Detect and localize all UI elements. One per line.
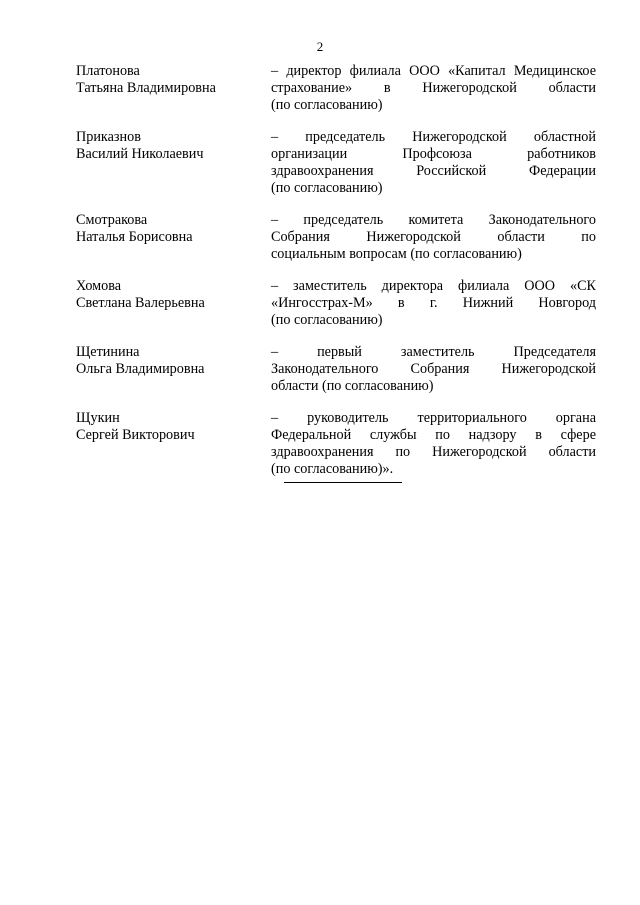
member-given-name: Василий Николаевич [76, 146, 204, 162]
member-role-line: здравоохранения Российской Федерации [271, 163, 596, 179]
member-name [76, 129, 271, 197]
member-role [271, 129, 596, 197]
member-role-line: Законодательного Собрания Нижегородской [271, 361, 596, 377]
member-surname: Приказнов [76, 129, 141, 145]
member-role-line: страхование» в Нижегородской области [271, 80, 596, 96]
member-role-line: здравоохранения по Нижегородской области [271, 444, 596, 460]
member-given-name: Наталья Борисовна [76, 229, 193, 245]
member-role-line: (по согласованию) [271, 97, 383, 113]
member-role-line: – руководитель территориального органа [271, 410, 596, 426]
member-surname: Щукин [76, 410, 120, 426]
member-role-line: – первый заместитель Председателя [271, 344, 596, 360]
member-name [76, 278, 271, 329]
member-role-line: «Ингосстрах-М» в г. Нижний Новгород [271, 295, 596, 311]
member-role-line: (по согласованию)». [271, 461, 394, 477]
member-given-name: Татьяна Владимировна [76, 80, 216, 96]
member-role-line: – директор филиала ООО «Капитал Медицинское [271, 63, 596, 79]
member-given-name: Сергей Викторович [76, 427, 195, 443]
member-role [271, 278, 596, 329]
member-entry [76, 278, 596, 329]
member-role [271, 410, 596, 478]
member-name [76, 410, 271, 478]
member-surname: Хомова [76, 278, 122, 294]
member-role [271, 63, 596, 114]
member-surname: Смотракова [76, 212, 148, 228]
member-role [271, 344, 596, 395]
member-entry [76, 212, 596, 263]
members-list [76, 63, 596, 493]
member-name [76, 63, 271, 114]
member-role-line: – заместитель директора филиала ООО «СК [271, 278, 596, 294]
member-role-line: – председатель Нижегородской областной [271, 129, 596, 145]
member-given-name: Ольга Владимировна [76, 361, 205, 377]
member-name [76, 344, 271, 395]
member-entry [76, 129, 596, 197]
member-role-line: – председатель комитета Законодательного [271, 212, 596, 228]
member-given-name: Светлана Валерьевна [76, 295, 205, 311]
member-role-line: организации Профсоюза работников [271, 146, 596, 162]
member-surname: Платонова [76, 63, 140, 79]
member-entry [76, 63, 596, 114]
end-separator-line [284, 482, 402, 483]
member-role-line: области (по согласованию) [271, 378, 434, 394]
member-role-line: Собрания Нижегородской области по [271, 229, 596, 245]
member-entry [76, 410, 596, 478]
member-role-line: Федеральной службы по надзору в сфере [271, 427, 596, 443]
member-role-line: социальным вопросам (по согласованию) [271, 246, 522, 262]
member-role-line: (по согласованию) [271, 180, 383, 196]
member-name [76, 212, 271, 263]
member-role [271, 212, 596, 263]
page-number: 2 [316, 39, 324, 54]
member-surname: Щетинина [76, 344, 140, 360]
member-role-line: (по согласованию) [271, 312, 383, 328]
member-entry [76, 344, 596, 395]
